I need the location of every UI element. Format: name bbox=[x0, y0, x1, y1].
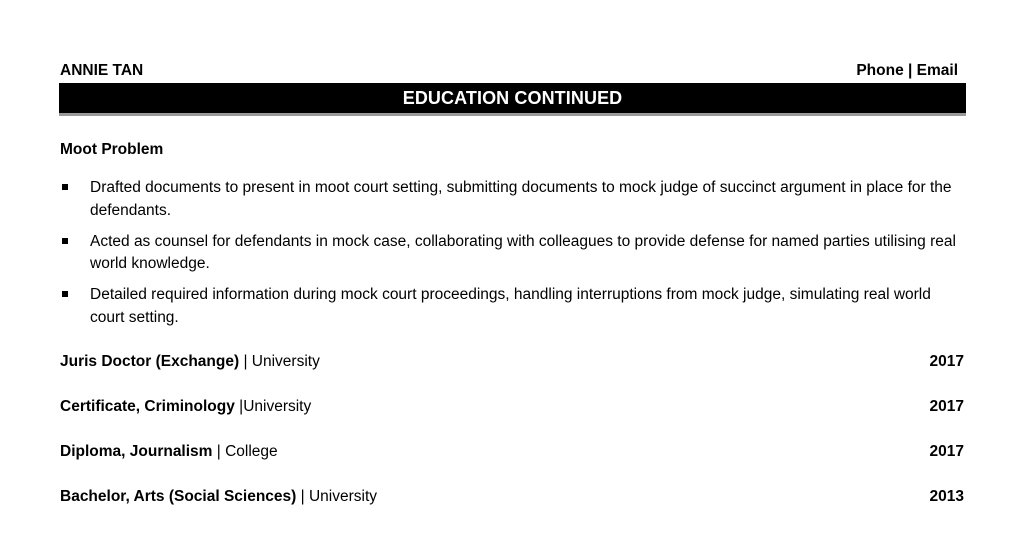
degree-name: Diploma, Journalism bbox=[60, 443, 213, 460]
degree-name: Juris Doctor (Exchange) bbox=[60, 353, 240, 370]
entry-year: 2017 bbox=[929, 443, 964, 460]
bullet-text: Detailed required information during mock court proceedings, handling interruptions from mock judge, simulating real world court setting. bbox=[90, 286, 931, 326]
square-bullet-icon bbox=[62, 238, 68, 244]
list-item bbox=[60, 284, 958, 329]
square-bullet-icon bbox=[62, 291, 68, 297]
contact-info: Phone | Email bbox=[856, 62, 958, 79]
bullet-text: Drafted documents to present in moot court setting, submitting documents to mock judge of succinct argument in place for the defendants. bbox=[90, 179, 952, 219]
degree-name: Bachelor, Arts (Social Sciences) bbox=[60, 488, 297, 505]
entry-left bbox=[60, 441, 278, 463]
entry-separator: | bbox=[234, 398, 244, 415]
moot-problem-heading: Moot Problem bbox=[60, 141, 164, 158]
entry-separator: | bbox=[212, 443, 226, 460]
education-entry bbox=[60, 486, 964, 531]
entry-left bbox=[60, 486, 377, 508]
bullet-text: Acted as counsel for defendants in mock case, collaborating with colleagues to provide defense for named parties utilising real world knowledge. bbox=[90, 232, 956, 272]
entry-separator: | bbox=[296, 488, 309, 505]
entry-year: 2017 bbox=[929, 353, 964, 370]
education-entry bbox=[60, 396, 964, 441]
education-entry bbox=[60, 351, 964, 396]
section-title: EDUCATION CONTINUED bbox=[402, 87, 623, 108]
square-bullet-icon bbox=[62, 184, 68, 190]
institution-name: University bbox=[308, 488, 378, 505]
moot-bullet-list bbox=[60, 177, 958, 338]
degree-name: Certificate, Criminology bbox=[60, 398, 235, 415]
institution-name: University bbox=[243, 398, 312, 415]
institution-name: University bbox=[251, 353, 320, 370]
section-header-bar bbox=[59, 83, 966, 113]
list-item bbox=[60, 177, 958, 222]
institution-name: College bbox=[225, 443, 278, 460]
list-item bbox=[60, 231, 958, 276]
entry-year: 2013 bbox=[929, 488, 964, 505]
entry-year: 2017 bbox=[929, 398, 964, 415]
entry-left bbox=[60, 351, 320, 373]
education-entries bbox=[60, 351, 964, 531]
entry-left bbox=[60, 396, 311, 418]
education-entry bbox=[60, 441, 964, 486]
entry-separator: | bbox=[239, 353, 252, 370]
resume-header bbox=[60, 60, 958, 82]
candidate-name: ANNIE TAN bbox=[60, 62, 144, 79]
